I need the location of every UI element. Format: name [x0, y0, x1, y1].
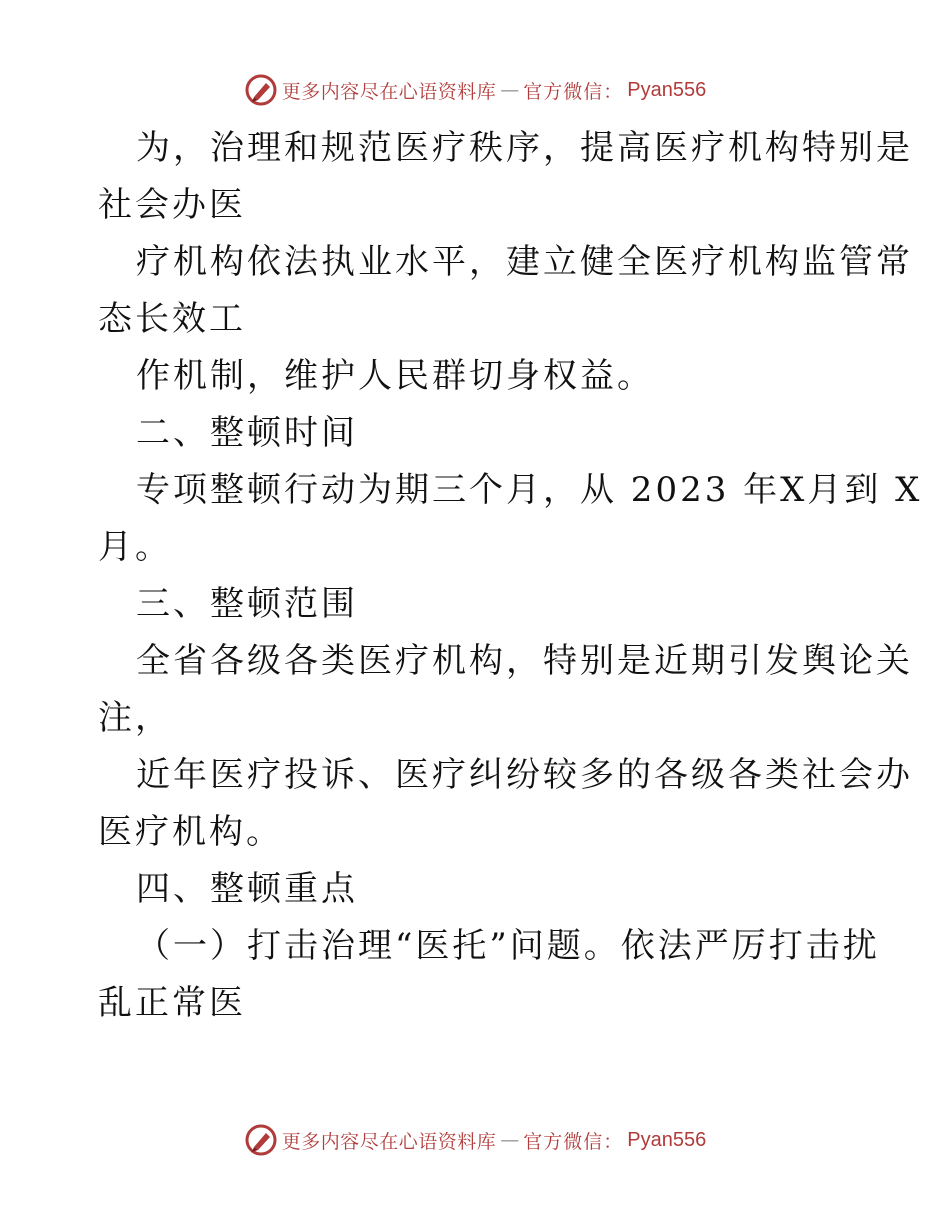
line-text: 态长效工	[98, 299, 246, 339]
paragraph-line	[98, 348, 858, 405]
banner-content	[244, 1123, 707, 1157]
wechat-label: 官方微信：	[523, 80, 624, 103]
paragraph-line	[98, 975, 858, 1032]
library-text: 更多内容尽在心语资料库	[281, 1130, 497, 1153]
line-text: 专项整顿行动为期三个月，从 2023 年X月到 X	[136, 470, 923, 510]
line-text: 乱正常医	[98, 983, 246, 1023]
paragraph-line	[98, 462, 923, 519]
paragraph-line	[98, 291, 858, 348]
footer-banner	[0, 1120, 950, 1160]
section-heading	[98, 405, 858, 462]
pen-logo-icon	[244, 73, 278, 107]
banner-separator: —	[500, 79, 520, 101]
paragraph-line	[98, 918, 880, 975]
line-text: 注，	[98, 698, 172, 738]
heading-text: 三、整顿范围	[136, 584, 358, 624]
library-text: 更多内容尽在心语资料库	[281, 80, 497, 103]
section-heading	[98, 861, 858, 918]
wechat-label: 官方微信：	[523, 1130, 624, 1153]
paragraph-line	[98, 747, 913, 804]
paragraph-line	[98, 519, 858, 576]
pen-logo-icon	[244, 1123, 278, 1157]
paragraph-line	[98, 234, 913, 291]
line-text: 社会办医	[98, 185, 246, 225]
line-text: 为，治理和规范医疗秩序，提高医疗机构特别是	[136, 128, 913, 168]
paragraph-line	[98, 120, 913, 177]
heading-text: 二、整顿时间	[136, 413, 358, 453]
line-text: 作机制，维护人民群切身权益。	[136, 356, 654, 396]
wechat-id: Pyan556	[627, 78, 707, 101]
banner-separator: —	[500, 1129, 520, 1151]
line-text: 全省各级各类医疗机构，特别是近期引发舆论关	[136, 641, 913, 681]
line-text: 月。	[98, 527, 172, 567]
line-text: 近年医疗投诉、医疗纠纷较多的各级各类社会办	[136, 755, 913, 795]
paragraph-line	[98, 804, 858, 861]
header-banner	[0, 70, 950, 110]
paragraph-line	[98, 177, 858, 234]
paragraph-line	[98, 690, 858, 747]
section-heading	[98, 576, 858, 633]
line-text: 医疗机构。	[98, 812, 283, 852]
banner-content	[244, 73, 707, 107]
line-text: 疗机构依法执业水平，建立健全医疗机构监管常	[136, 242, 913, 282]
line-text: （一）打击治理“医托”问题。依法严厉打击扰	[136, 926, 880, 966]
document-body	[98, 120, 923, 1032]
wechat-id: Pyan556	[627, 1128, 707, 1151]
paragraph-line	[98, 633, 913, 690]
heading-text: 四、整顿重点	[136, 869, 358, 909]
